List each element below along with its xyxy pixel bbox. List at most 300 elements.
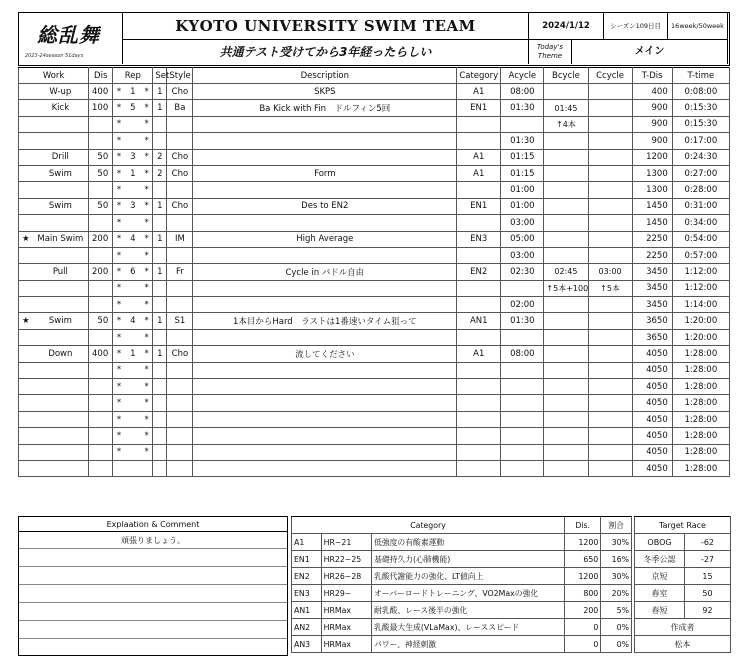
set-cell: 2	[153, 165, 167, 181]
category-description: 低強度の有酸素運動	[372, 534, 565, 551]
category-code: AN1	[292, 602, 322, 619]
total-distance-cell: 4050	[632, 395, 672, 411]
explanation-line	[19, 621, 287, 639]
bcycle-cell: 01:45	[544, 100, 588, 116]
total-distance-cell: 2250	[632, 231, 672, 247]
race-name: OBOG	[635, 534, 685, 551]
distance-cell	[89, 182, 113, 198]
star-mark	[19, 133, 33, 149]
bcycle-cell	[544, 460, 588, 476]
category-distance: 1200	[565, 568, 601, 585]
set-cell	[153, 460, 167, 476]
times-sign: *	[113, 215, 125, 231]
category-cell	[457, 116, 501, 132]
author-label: 作成者	[635, 619, 731, 636]
star-mark	[19, 215, 33, 231]
total-distance-cell: 1300	[632, 182, 672, 198]
category-cell	[457, 247, 501, 263]
race-row	[635, 551, 731, 568]
total-time-cell: 1:28:00	[672, 346, 729, 362]
heart-rate-zone: HRMax	[321, 602, 371, 619]
acycle-cell	[501, 362, 544, 378]
distance-cell	[89, 280, 113, 296]
category-ratio: 5%	[601, 602, 632, 619]
menu-row	[19, 395, 730, 411]
category-cell: A1	[457, 165, 501, 181]
bcycle-cell	[544, 149, 588, 165]
category-code: AN3	[292, 636, 322, 653]
rep-cell	[125, 280, 141, 296]
category-description: 乳酸代謝能力の強化、LT値向上	[372, 568, 565, 585]
work-cell: W-up	[33, 84, 89, 100]
set-cell	[153, 444, 167, 460]
category-ratio: 16%	[601, 551, 632, 568]
description-cell	[193, 329, 457, 345]
total-distance-cell: 400	[632, 84, 672, 100]
ccycle-cell	[588, 379, 632, 395]
rep-cell	[125, 116, 141, 132]
col-ttime: T-time	[672, 68, 729, 84]
style-cell: Cho	[167, 198, 193, 214]
rep-cell	[125, 395, 141, 411]
total-distance-cell: 3650	[632, 329, 672, 345]
times-sign: *	[113, 346, 125, 362]
col-tdis: T-Dis	[632, 68, 672, 84]
bcycle-cell	[544, 444, 588, 460]
acycle-cell	[501, 280, 544, 296]
ccycle-cell	[588, 313, 632, 329]
ccycle-cell	[588, 198, 632, 214]
rep-cell: 1	[125, 84, 141, 100]
summary-area	[18, 516, 730, 660]
star-mark	[19, 84, 33, 100]
category-description: 耐乳酸、レース後半の強化	[372, 602, 565, 619]
category-description: 基礎持久力(心肺機能)	[372, 551, 565, 568]
distance-cell	[89, 379, 113, 395]
set-cell	[153, 280, 167, 296]
star-mark	[19, 100, 33, 116]
total-time-cell: 1:28:00	[672, 460, 729, 476]
category-cell: EN1	[457, 100, 501, 116]
ccycle-cell	[588, 428, 632, 444]
menu-row	[19, 231, 730, 247]
times-sign: *	[113, 84, 125, 100]
times-sign: *	[141, 264, 153, 280]
times-sign: *	[141, 297, 153, 313]
total-time-cell: 1:28:00	[672, 379, 729, 395]
total-time-cell: 0:27:00	[672, 165, 729, 181]
heart-rate-zone: HR22~25	[321, 551, 371, 568]
team-name: KYOTO UNIVERSITY SWIM TEAM	[123, 13, 529, 40]
work-cell	[33, 133, 89, 149]
description-cell: 流してください	[193, 346, 457, 362]
work-cell	[33, 116, 89, 132]
menu-row	[19, 149, 730, 165]
rep-cell: 1	[125, 165, 141, 181]
rep-cell: 3	[125, 149, 141, 165]
total-time-cell: 0:15:30	[672, 116, 729, 132]
star-mark	[19, 346, 33, 362]
menu-row	[19, 198, 730, 214]
total-time-cell: 0:31:00	[672, 198, 729, 214]
distance-cell: 50	[89, 198, 113, 214]
acycle-cell	[501, 444, 544, 460]
race-name: 冬季公認	[635, 551, 685, 568]
total-distance-cell: 3450	[632, 297, 672, 313]
times-sign: *	[141, 379, 153, 395]
rep-cell	[125, 133, 141, 149]
season-day: シーズン109日目	[604, 13, 668, 40]
star-mark: ★	[19, 231, 33, 247]
distance-cell	[89, 116, 113, 132]
bcycle-cell: 02:45	[544, 264, 588, 280]
target-race-title: Target Race	[635, 517, 731, 534]
set-cell: 1	[153, 264, 167, 280]
bcycle-cell	[544, 411, 588, 427]
star-mark: ★	[19, 313, 33, 329]
description-cell	[193, 411, 457, 427]
category-table	[291, 516, 632, 653]
description-cell	[193, 116, 457, 132]
bcycle-cell	[544, 215, 588, 231]
practice-date: 2024/1/12	[529, 13, 604, 40]
work-cell	[33, 215, 89, 231]
times-sign: *	[141, 182, 153, 198]
star-mark	[19, 198, 33, 214]
times-sign: *	[113, 411, 125, 427]
work-cell: Swim	[33, 313, 89, 329]
ccycle-cell	[588, 329, 632, 345]
total-distance-cell: 900	[632, 116, 672, 132]
category-row	[292, 619, 632, 636]
acycle-cell: 03:00	[501, 215, 544, 231]
ccycle-cell: ↑5本	[588, 280, 632, 296]
acycle-cell: 08:00	[501, 84, 544, 100]
author-name: 松本	[635, 636, 731, 653]
ccycle-cell	[588, 149, 632, 165]
menu-row	[19, 444, 730, 460]
acycle-cell	[501, 395, 544, 411]
acycle-cell: 01:00	[501, 198, 544, 214]
acycle-cell: 01:30	[501, 133, 544, 149]
set-cell	[153, 182, 167, 198]
heart-rate-zone: HR~21	[321, 534, 371, 551]
total-distance-cell: 4050	[632, 346, 672, 362]
rep-cell	[125, 444, 141, 460]
total-time-cell: 1:28:00	[672, 395, 729, 411]
acycle-cell	[501, 428, 544, 444]
work-cell	[33, 182, 89, 198]
col-description: Description	[193, 68, 457, 84]
star-mark	[19, 182, 33, 198]
work-cell: Down	[33, 346, 89, 362]
style-cell	[167, 247, 193, 263]
distance-cell	[89, 215, 113, 231]
description-cell: Form	[193, 165, 457, 181]
work-cell	[33, 247, 89, 263]
style-cell	[167, 362, 193, 378]
total-distance-cell: 1200	[632, 149, 672, 165]
explanation-line	[19, 549, 287, 567]
star-mark	[19, 444, 33, 460]
total-distance-cell: 4050	[632, 411, 672, 427]
distance-cell	[89, 460, 113, 476]
acycle-cell: 03:00	[501, 247, 544, 263]
times-sign: *	[141, 133, 153, 149]
col-ccycle: Ccycle	[588, 68, 632, 84]
menu-row	[19, 313, 730, 329]
work-cell	[33, 395, 89, 411]
category-cell: EN1	[457, 198, 501, 214]
times-sign: *	[113, 395, 125, 411]
total-distance-cell: 900	[632, 100, 672, 116]
style-cell: Ba	[167, 100, 193, 116]
times-sign: *	[141, 362, 153, 378]
set-cell: 2	[153, 149, 167, 165]
style-cell	[167, 133, 193, 149]
times-sign: *	[141, 346, 153, 362]
category-cell	[457, 329, 501, 345]
star-mark	[19, 149, 33, 165]
category-ratio: 0%	[601, 619, 632, 636]
distance-cell	[89, 395, 113, 411]
work-cell: Pull	[33, 264, 89, 280]
acycle-cell: 05:00	[501, 231, 544, 247]
style-cell: Cho	[167, 84, 193, 100]
times-sign: *	[113, 116, 125, 132]
distance-cell: 200	[89, 231, 113, 247]
set-cell	[153, 297, 167, 313]
times-sign: *	[141, 84, 153, 100]
sheet-header	[18, 12, 730, 66]
heart-rate-zone: HRMax	[321, 636, 371, 653]
ccycle-cell	[588, 133, 632, 149]
description-cell	[193, 379, 457, 395]
distance-cell	[89, 247, 113, 263]
rep-cell	[125, 297, 141, 313]
distance-cell	[89, 411, 113, 427]
category-ratio: 30%	[601, 568, 632, 585]
times-sign: *	[113, 264, 125, 280]
times-sign: *	[141, 149, 153, 165]
explanation-line	[19, 567, 287, 585]
category-cell	[457, 460, 501, 476]
set-cell: 1	[153, 313, 167, 329]
total-time-cell: 1:20:00	[672, 329, 729, 345]
star-mark	[19, 264, 33, 280]
ccycle-cell: 03:00	[588, 264, 632, 280]
acycle-cell: 01:00	[501, 182, 544, 198]
total-distance-cell: 900	[632, 133, 672, 149]
distance-cell: 50	[89, 313, 113, 329]
menu-row	[19, 362, 730, 378]
times-sign: *	[113, 149, 125, 165]
category-code: EN1	[292, 551, 322, 568]
total-distance-cell: 1450	[632, 215, 672, 231]
set-cell	[153, 362, 167, 378]
style-cell	[167, 182, 193, 198]
race-name: 春短	[635, 602, 685, 619]
bcycle-cell	[544, 133, 588, 149]
race-days: 15	[685, 568, 731, 585]
ccycle-cell	[588, 215, 632, 231]
total-time-cell: 0:17:00	[672, 133, 729, 149]
menu-row	[19, 215, 730, 231]
description-cell	[193, 215, 457, 231]
category-description: オーバーロードトレーニング、VO2Maxの強化	[372, 585, 565, 602]
ccycle-cell	[588, 231, 632, 247]
menu-table	[18, 67, 730, 477]
race-days: 92	[685, 602, 731, 619]
category-cell	[457, 215, 501, 231]
menu-row	[19, 165, 730, 181]
work-cell	[33, 362, 89, 378]
race-name: 春室	[635, 585, 685, 602]
times-sign: *	[141, 165, 153, 181]
col-work: Work	[19, 68, 89, 84]
menu-row	[19, 264, 730, 280]
bcycle-cell	[544, 297, 588, 313]
rep-cell	[125, 247, 141, 263]
times-sign: *	[141, 116, 153, 132]
col-rep: Rep	[113, 68, 153, 84]
total-time-cell: 1:28:00	[672, 362, 729, 378]
ccycle-cell	[588, 297, 632, 313]
ccycle-cell	[588, 116, 632, 132]
ccycle-cell	[588, 460, 632, 476]
times-sign: *	[113, 198, 125, 214]
description-cell	[193, 182, 457, 198]
work-cell: Drill	[33, 149, 89, 165]
category-distance: 200	[565, 602, 601, 619]
explanation-comment: 頑張りましょう。	[19, 532, 287, 549]
style-cell: Cho	[167, 165, 193, 181]
star-mark	[19, 247, 33, 263]
set-cell	[153, 428, 167, 444]
rep-cell	[125, 215, 141, 231]
menu-row	[19, 411, 730, 427]
total-distance-cell: 3450	[632, 280, 672, 296]
menu-row	[19, 428, 730, 444]
description-cell: Des to EN2	[193, 198, 457, 214]
category-row	[292, 568, 632, 585]
times-sign: *	[113, 297, 125, 313]
total-distance-cell: 4050	[632, 379, 672, 395]
star-mark	[19, 379, 33, 395]
menu-row	[19, 133, 730, 149]
menu-row	[19, 329, 730, 345]
distance-cell	[89, 297, 113, 313]
work-cell	[33, 428, 89, 444]
rep-cell	[125, 379, 141, 395]
style-cell	[167, 444, 193, 460]
work-cell: Kick	[33, 100, 89, 116]
category-ratio-header: 割合	[601, 517, 632, 534]
menu-header-row	[19, 68, 730, 84]
times-sign: *	[113, 280, 125, 296]
menu-row	[19, 297, 730, 313]
bcycle-cell	[544, 428, 588, 444]
acycle-cell: 01:30	[501, 100, 544, 116]
col-acycle: Acycle	[501, 68, 544, 84]
times-sign: *	[113, 165, 125, 181]
rep-cell: 5	[125, 100, 141, 116]
times-sign: *	[113, 379, 125, 395]
category-code: A1	[292, 534, 322, 551]
ccycle-cell	[588, 346, 632, 362]
times-sign	[113, 460, 125, 476]
heart-rate-zone: HR26~28	[321, 568, 371, 585]
set-cell	[153, 329, 167, 345]
race-row	[635, 602, 731, 619]
rep-cell: 4	[125, 313, 141, 329]
distance-cell: 50	[89, 149, 113, 165]
bcycle-cell	[544, 182, 588, 198]
bcycle-cell	[544, 379, 588, 395]
category-description: 乳酸最大生成(VLaMax)、レーススピード	[372, 619, 565, 636]
distance-cell: 200	[89, 264, 113, 280]
total-distance-cell: 1300	[632, 165, 672, 181]
set-cell: 1	[153, 231, 167, 247]
total-time-cell: 0:54:00	[672, 231, 729, 247]
total-time-cell: 0:15:30	[672, 100, 729, 116]
total-distance-cell: 4050	[632, 460, 672, 476]
description-cell	[193, 362, 457, 378]
ccycle-cell	[588, 411, 632, 427]
category-cell: A1	[457, 346, 501, 362]
category-cell	[457, 133, 501, 149]
category-title: Category	[292, 517, 565, 534]
race-row	[635, 585, 731, 602]
times-sign: *	[141, 247, 153, 263]
total-time-cell: 0:28:00	[672, 182, 729, 198]
work-cell	[33, 280, 89, 296]
style-cell	[167, 215, 193, 231]
category-cell	[457, 444, 501, 460]
set-cell: 1	[153, 346, 167, 362]
ccycle-cell	[588, 84, 632, 100]
total-time-cell: 1:12:00	[672, 264, 729, 280]
total-time-cell: 0:24:30	[672, 149, 729, 165]
bcycle-cell: ↑4本	[544, 116, 588, 132]
category-row	[292, 585, 632, 602]
ccycle-cell	[588, 165, 632, 181]
distance-cell	[89, 329, 113, 345]
rep-cell: 1	[125, 346, 141, 362]
category-cell	[457, 428, 501, 444]
description-cell	[193, 444, 457, 460]
race-days: -62	[685, 534, 731, 551]
work-cell: Swim	[33, 198, 89, 214]
total-time-cell: 0:34:00	[672, 215, 729, 231]
rep-cell: 4	[125, 231, 141, 247]
col-set: Set	[153, 68, 167, 84]
total-distance-cell: 4050	[632, 362, 672, 378]
star-mark	[19, 411, 33, 427]
acycle-cell	[501, 460, 544, 476]
distance-cell	[89, 428, 113, 444]
set-cell	[153, 247, 167, 263]
total-time-cell: 1:28:00	[672, 444, 729, 460]
acycle-cell	[501, 116, 544, 132]
ccycle-cell	[588, 100, 632, 116]
times-sign: *	[113, 100, 125, 116]
distance-cell	[89, 362, 113, 378]
description-cell	[193, 247, 457, 263]
times-sign: *	[141, 395, 153, 411]
distance-cell	[89, 133, 113, 149]
star-mark	[19, 165, 33, 181]
